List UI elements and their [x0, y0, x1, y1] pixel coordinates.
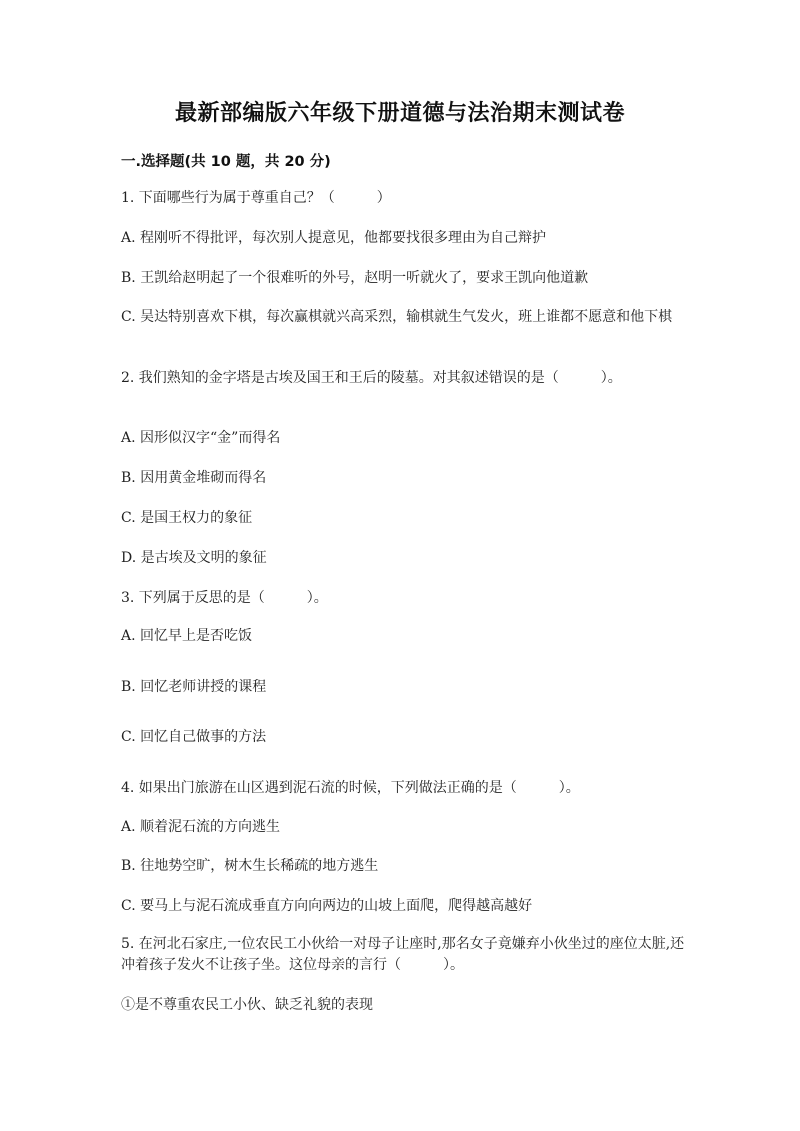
question-4-option-b: B. 往地势空旷，树木生长稀疏的地方逃生: [121, 858, 379, 874]
question-1-option-a: A. 程刚听不得批评，每次别人提意见，他都要找很多理由为自己辩护: [121, 230, 547, 246]
question-3-option-a: A. 回忆早上是否吃饭: [121, 628, 253, 644]
question-2-option-c: C. 是国王权力的象征: [121, 510, 253, 526]
question-2-option-d: D. 是古埃及文明的象征: [121, 550, 267, 566]
question-4-option-c: C. 要马上与泥石流成垂直方向向两边的山坡上面爬，爬得越高越好: [121, 898, 533, 914]
question-4-option-a: A. 顺着泥石流的方向逃生: [121, 819, 281, 835]
section-heading: 一.选择题(共 10 题，共 20 分): [121, 154, 331, 170]
question-3-option-c: C. 回忆自己做事的方法: [121, 729, 267, 745]
question-5-option-1: ①是不尊重农民工小伙、缺乏礼貌的表现: [121, 997, 373, 1013]
question-2-option-b: B. 因用黄金堆砌而得名: [121, 470, 267, 486]
question-2-stem: 2. 我们熟知的金字塔是古埃及国王和王后的陵墓。对其叙述错误的是（ ）。: [121, 370, 622, 386]
question-1-stem: 1. 下面哪些行为属于尊重自己？（ ）: [121, 190, 391, 206]
question-2-option-a: A. 因形似汉字“金”而得名: [121, 430, 281, 446]
question-1-option-c: C. 吴达特别喜欢下棋，每次赢棋就兴高采烈，输棋就生气发火，班上谁都不愿意和他下棋: [121, 309, 673, 325]
exam-title: 最新部编版六年级下册道德与法治期末测试卷: [174, 101, 625, 126]
question-3-stem: 3. 下列属于反思的是（ ）。: [121, 590, 328, 606]
question-4-stem: 4. 如果出门旅游在山区遇到泥石流的时候，下列做法正确的是（ ）。: [121, 780, 580, 796]
question-1-option-b: B. 王凯给赵明起了一个很难听的外号，赵明一听就火了，要求王凯向他道歉: [121, 270, 589, 286]
question-5-stem: 5. 在河北石家庄,一位农民工小伙给一对母子让座时,那名女子竟嫌弃小伙坐过的座位太脏,还冲着孩子发火不让孩子坐。这位母亲的言行（ ）。: [121, 936, 685, 973]
question-3-option-b: B. 回忆老师讲授的课程: [121, 679, 267, 695]
